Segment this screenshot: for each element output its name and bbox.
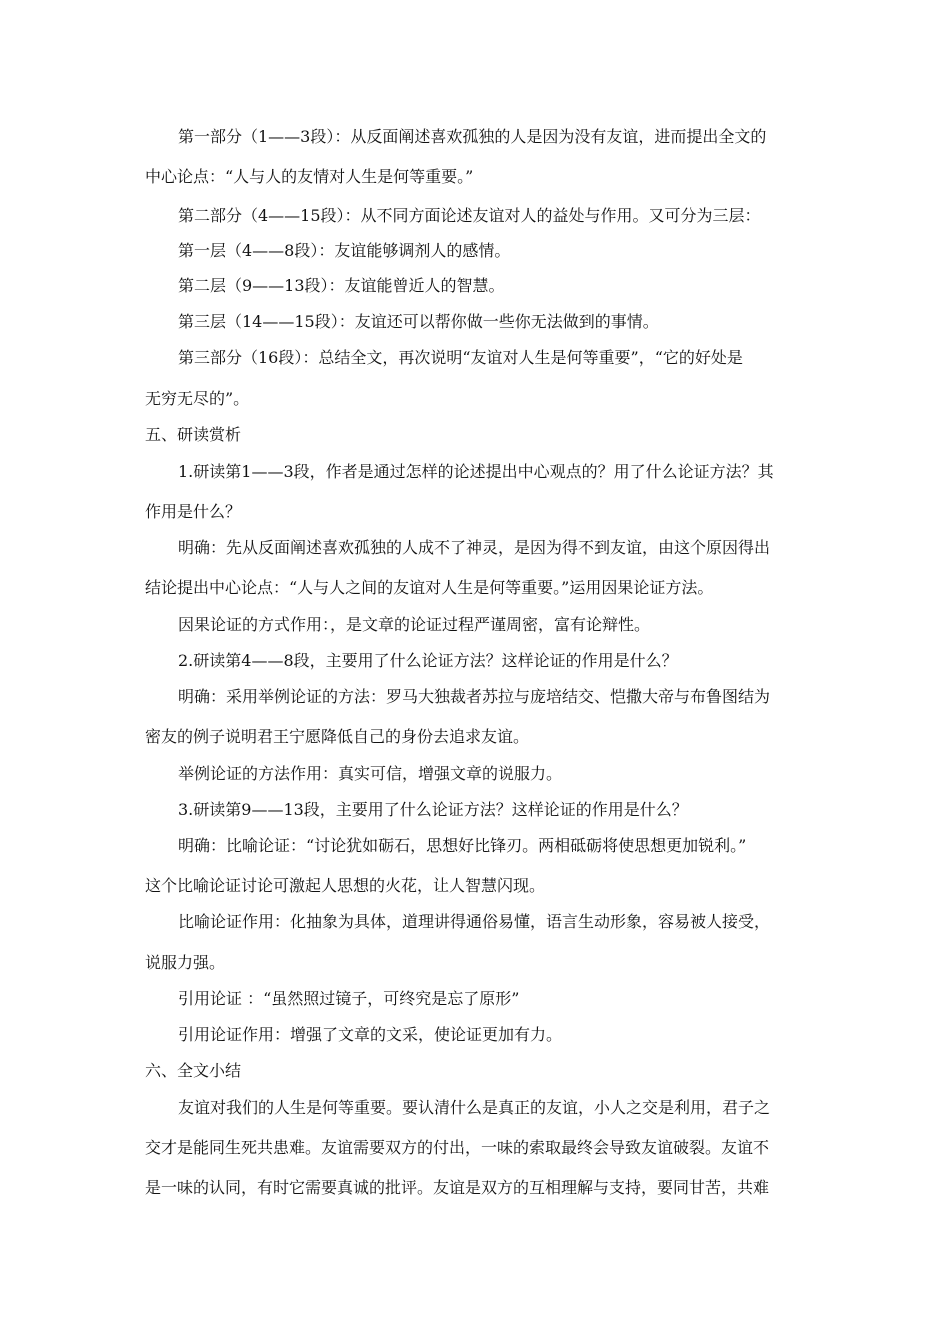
paragraph-line: 第二部分（4——15段）：从不同方面论述友谊对人的益处与作用。又可分为三层：	[178, 206, 761, 225]
paragraph-line: 这个比喻论证讨论可激起人思想的火花，让人智慧闪现。	[145, 876, 546, 895]
paragraph-line: 因果论证的方式作用：，是文章的论证过程严谨周密，富有论辩性。	[178, 615, 651, 634]
paragraph-line: 2.研读第4——8段，主要用了什么论证方法？这样论证的作用是什么？	[178, 651, 678, 670]
paragraph-line: 第一部分（1——3段）：从反面阐述喜欢孤独的人是因为没有友谊，进而提出全文的	[178, 127, 767, 146]
paragraph-line: 引用论证 ：“虽然照过镜子，可终究是忘了原形”	[178, 989, 520, 1008]
section-heading: 五、研读赏析	[145, 425, 242, 444]
paragraph-line: 第三部分（16段）：总结全文，再次说明“友谊对人生是何等重要”，“它的好处是	[178, 348, 743, 367]
paragraph-line: 友谊对我们的人生是何等重要。要认清什么是真正的友谊，小人之交是利用，君子之	[178, 1098, 771, 1117]
paragraph-line: 交才是能同生死共患难。友谊需要双方的付出，一味的索取最终会导致友谊破裂。友谊不	[145, 1138, 770, 1157]
paragraph-line: 第三层（14——15段）：友谊还可以帮你做一些你无法做到的事情。	[178, 312, 659, 331]
paragraph-line: 第一层（4——8段）：友谊能够调剂人的感情。	[178, 241, 511, 260]
paragraph-line: 引用论证作用：增强了文章的文采，使论证更加有力。	[178, 1025, 563, 1044]
paragraph-line: 举例论证的方法作用：真实可信，增强文章的说服力。	[178, 764, 563, 783]
paragraph-line: 中心论点：“人与人的友情对人生是何等重要。”	[145, 167, 474, 186]
paragraph-line: 密友的例子说明君王宁愿降低自己的身份去追求友谊。	[145, 727, 530, 746]
paragraph-line: 无穷无尽的”。	[145, 389, 250, 408]
section-heading: 六、全文小结	[145, 1061, 242, 1080]
paragraph-line: 明确：采用举例论证的方法：罗马大独裁者苏拉与庞培结交、恺撒大帝与布鲁图结为	[178, 687, 771, 706]
paragraph-line: 作用是什么？	[145, 502, 242, 521]
paragraph-line: 明确：先从反面阐述喜欢孤独的人成不了神灵，是因为得不到友谊，由这个原因得出	[178, 538, 771, 557]
paragraph-line: 1.研读第1——3段，作者是通过怎样的论述提出中心观点的？用了什么论证方法？其	[178, 462, 774, 481]
paragraph-line: 结论提出中心论点：“人与人之间的友谊对人生是何等重要。”运用因果论证方法。	[145, 578, 714, 597]
paragraph-line: 比喻论证作用：化抽象为具体，道理讲得通俗易懂，语言生动形象，容易被人接受，	[178, 912, 771, 931]
paragraph-line: 是一味的认同，有时它需要真诚的批评。友谊是双方的互相理解与支持，要同甘苦，共难	[145, 1178, 770, 1197]
paragraph-line: 说服力强。	[145, 953, 226, 972]
paragraph-line: 3.研读第9——13段，主要用了什么论证方法？这样论证的作用是什么？	[178, 800, 688, 819]
paragraph-line: 明确：比喻论证：“讨论犹如砺石，思想好比锋刃。两相砥砺将使思想更加锐利。”	[178, 836, 747, 855]
paragraph-line: 第二层（9——13段）：友谊能曾近人的智慧。	[178, 276, 505, 295]
